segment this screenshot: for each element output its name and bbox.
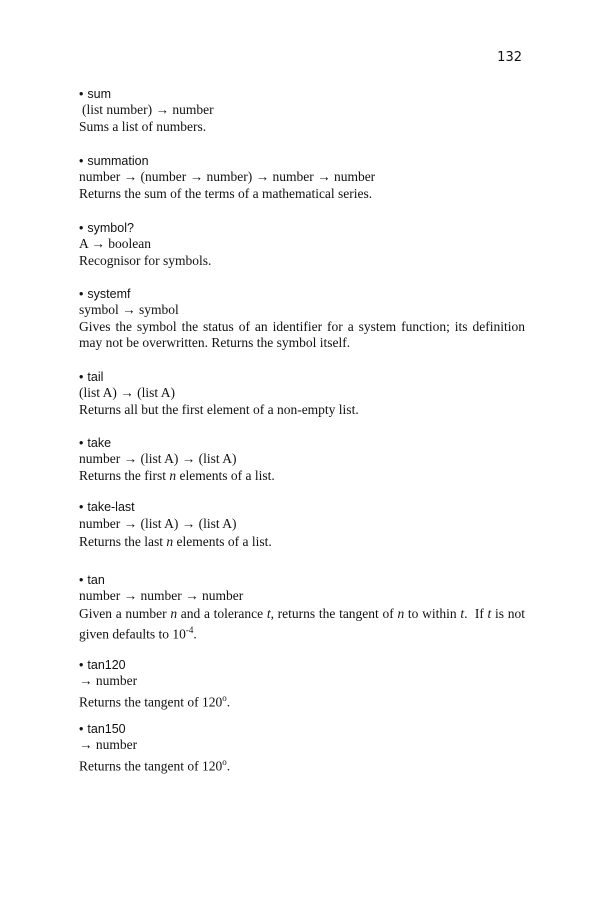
entry-description: Gives the symbol the status of an identifier for a system function; its definition may not be overwritten. Returns the symbol itself.: [79, 318, 525, 350]
entry-signature: number → (list A) → (list A): [79, 451, 237, 466]
entry-summation: [79, 153, 525, 202]
entry-name: • systemf: [79, 287, 131, 301]
entry-name: • summation: [79, 154, 149, 168]
bullet-icon: •: [79, 154, 84, 168]
entry-take: [79, 435, 525, 484]
bullet-icon: •: [79, 221, 84, 235]
entry-take-last: [79, 499, 525, 550]
page-number: 132: [497, 50, 522, 65]
entry-tail: [79, 369, 525, 418]
entry-tan150: [79, 721, 525, 775]
entry-description: Returns the tangent of 120$^o$.: [79, 692, 231, 709]
bullet-icon: •: [79, 436, 84, 450]
entry-name: • take: [79, 436, 112, 450]
entry-name: • tan120: [79, 658, 126, 672]
bullet-icon: •: [79, 500, 84, 514]
entry-systemf: [79, 286, 525, 352]
entry-name: • sum: [79, 87, 112, 101]
entry-description: Returns the last n elements of a list.: [79, 533, 272, 549]
bullet-icon: •: [79, 658, 84, 672]
bullet-icon: •: [79, 722, 84, 736]
entry-description: Sums a list of numbers.: [79, 118, 207, 134]
entry-name: • tan150: [79, 722, 126, 736]
entry-signature: number → number → number: [79, 588, 244, 603]
bullet-icon: •: [79, 87, 84, 101]
entry-sum: [79, 86, 525, 135]
bullet-icon: •: [79, 287, 84, 301]
entry-symbol-p: [79, 220, 525, 269]
entry-signature: (list number) → number: [82, 102, 214, 117]
bullet-icon: •: [79, 573, 84, 587]
entry-description: Returns the first n elements of a list.: [79, 467, 275, 483]
entry-signature: number → (list A) → (list A): [79, 516, 237, 531]
entry-signature: → number: [79, 737, 138, 752]
entry-description: Returns the sum of the terms of a mathematical series.: [79, 185, 373, 201]
entry-signature: (list A) → (list A): [79, 385, 176, 400]
bullet-icon: •: [79, 370, 84, 384]
entry-name: • tan: [79, 573, 105, 587]
entry-name: • take-last: [79, 500, 135, 514]
entry-description: Returns all but the first element of a non-empty list.: [79, 401, 359, 417]
entry-name: • symbol?: [79, 221, 134, 235]
entry-description: Returns the tangent of 120$^o$.: [79, 756, 231, 773]
entry-description: Given a number n and a tolerance t, returns the tangent of n to within t. If t is not given defaults to $10^{-4}$.: [79, 605, 525, 642]
entry-description: Recognisor for symbols.: [79, 252, 212, 268]
entry-signature: A → boolean: [79, 236, 151, 251]
entry-signature: → number: [79, 673, 138, 688]
entry-tan: [79, 572, 525, 643]
entry-signature: number → (number → number) → number → number: [79, 169, 376, 184]
entry-signature: symbol → symbol: [79, 302, 179, 317]
entry-tan120: [79, 657, 525, 711]
entry-name: • tail: [79, 370, 104, 384]
